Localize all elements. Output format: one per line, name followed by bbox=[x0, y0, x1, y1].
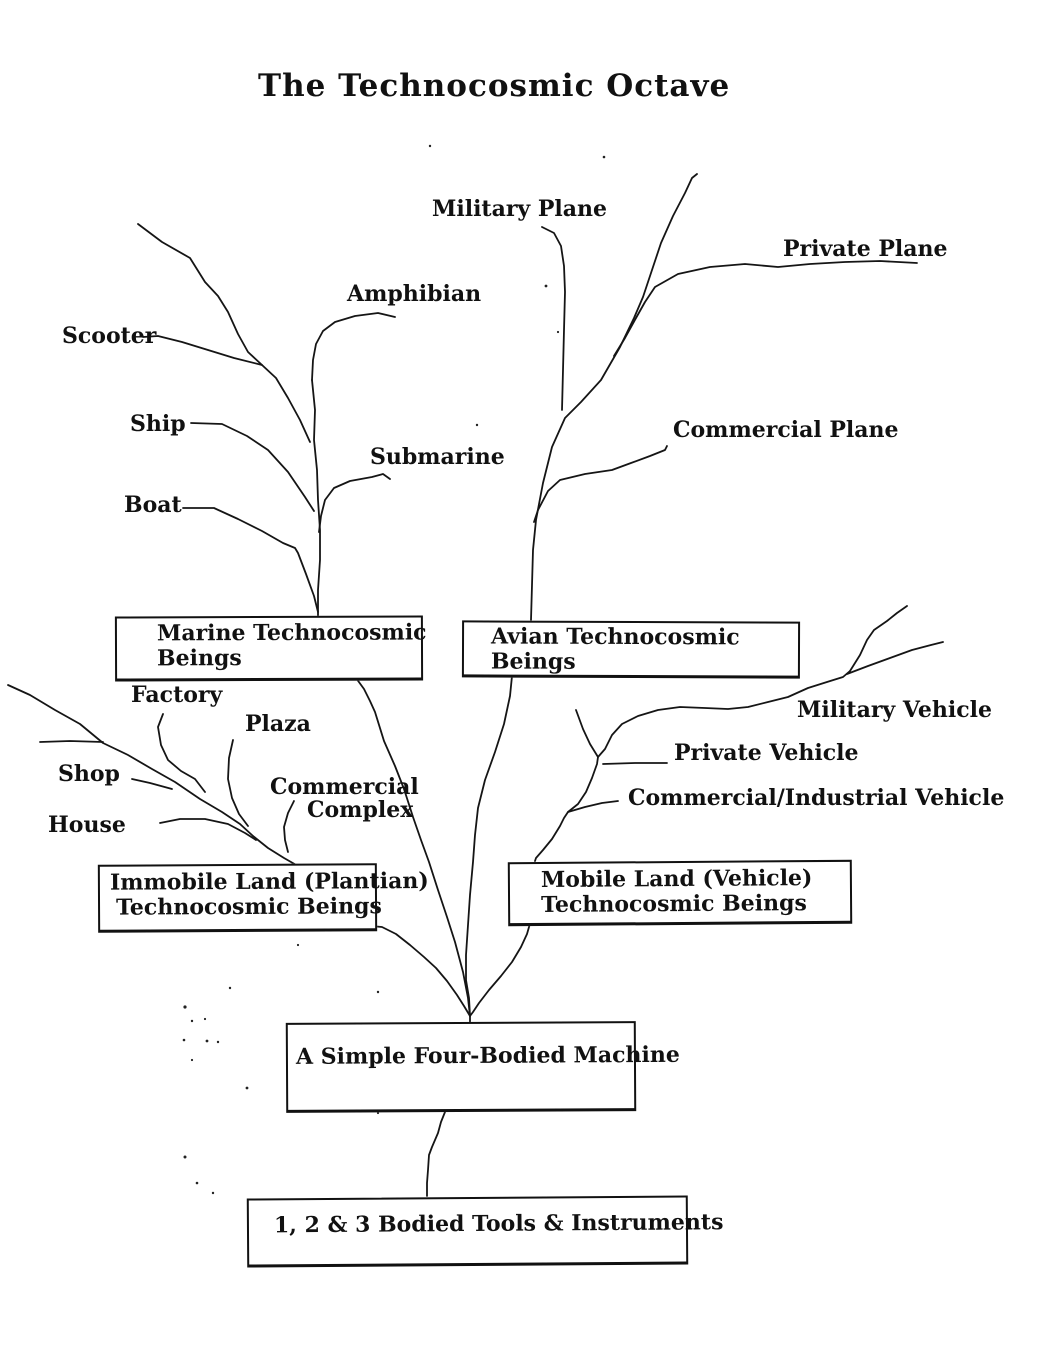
label-amphibian: Amphibian bbox=[347, 281, 482, 307]
avian-to-machine bbox=[466, 676, 512, 1016]
label-boat: Boat bbox=[124, 492, 182, 518]
label-private-vehicle: Private Vehicle bbox=[674, 740, 859, 766]
military-vehicle-fork-b bbox=[847, 642, 943, 674]
box-tools-and-instruments bbox=[247, 1195, 724, 1267]
box-simple-four-bodied-machine bbox=[286, 1021, 680, 1113]
box-marine-line2: Beings bbox=[156, 645, 242, 672]
label-commercial-complex-line2: Complex bbox=[307, 797, 414, 823]
box-immobile-line2: Technocosmic Beings bbox=[115, 893, 382, 921]
box-avian-line2: Beings bbox=[490, 648, 576, 675]
label-commercial-complex-line1: Commercial bbox=[270, 774, 419, 800]
box-avian-line1: Avian Technocosmic bbox=[490, 623, 740, 651]
branch-upper-left bbox=[138, 224, 310, 442]
box-immobile-land-technocosmic-beings bbox=[98, 863, 429, 932]
marine-to-machine bbox=[356, 678, 470, 1022]
marine-trunk bbox=[312, 380, 320, 616]
box-mobile-line2: Technocosmic Beings bbox=[540, 890, 807, 918]
branch-ship bbox=[191, 423, 314, 511]
box-tools-label: 1, 2 & 3 Bodied Tools & Instruments bbox=[273, 1209, 724, 1239]
land-horizontal bbox=[40, 741, 103, 742]
box-marine-line1: Marine Technocosmic bbox=[156, 619, 427, 647]
label-factory: Factory bbox=[131, 682, 223, 708]
label-commercial-complex bbox=[270, 776, 419, 822]
branch-scooter bbox=[143, 336, 262, 365]
label-commercial-plane: Commercial Plane bbox=[673, 417, 899, 443]
box-immobile-line1: Immobile Land (Plantian) bbox=[109, 867, 429, 896]
mobile-to-machine bbox=[470, 920, 531, 1016]
label-plaza: Plaza bbox=[245, 711, 311, 737]
branch-house bbox=[160, 819, 256, 840]
label-commercial-industrial-vehicle: Commercial/Industrial Vehicle bbox=[628, 785, 1005, 811]
label-military-vehicle: Military Vehicle bbox=[797, 697, 993, 723]
box-avian-technocosmic-beings bbox=[462, 620, 800, 678]
immobile-to-machine bbox=[371, 926, 470, 1016]
label-ship: Ship bbox=[130, 411, 186, 437]
diagram-title: The Technocosmic Octave bbox=[258, 68, 731, 104]
branch-commercial-plane bbox=[534, 446, 667, 522]
branch-submarine bbox=[319, 474, 390, 532]
label-scooter: Scooter bbox=[62, 323, 157, 349]
branch-plaza bbox=[228, 740, 248, 826]
branch-boat bbox=[183, 508, 318, 612]
label-house: House bbox=[48, 812, 126, 838]
label-submarine: Submarine bbox=[370, 444, 505, 470]
box-machine-label: A Simple Four-Bodied Machine bbox=[295, 1041, 680, 1070]
box-mobile-line1: Mobile Land (Vehicle) bbox=[540, 865, 813, 893]
branch-factory bbox=[158, 714, 205, 792]
branch-private-plane bbox=[614, 261, 917, 356]
branch-military-plane bbox=[542, 227, 565, 410]
branch-shop bbox=[132, 779, 172, 789]
box-mobile-land-technocosmic-beings bbox=[508, 860, 852, 926]
box-marine-technocosmic-beings bbox=[115, 615, 427, 681]
label-private-plane: Private Plane bbox=[783, 236, 948, 262]
avian-trunk bbox=[531, 174, 697, 620]
vehicle-trunk bbox=[535, 710, 598, 861]
branch-amphibian bbox=[312, 313, 395, 380]
label-military-plane: Military Plane bbox=[432, 196, 608, 222]
branch-private-vehicle bbox=[603, 763, 667, 764]
label-shop: Shop bbox=[58, 761, 120, 787]
